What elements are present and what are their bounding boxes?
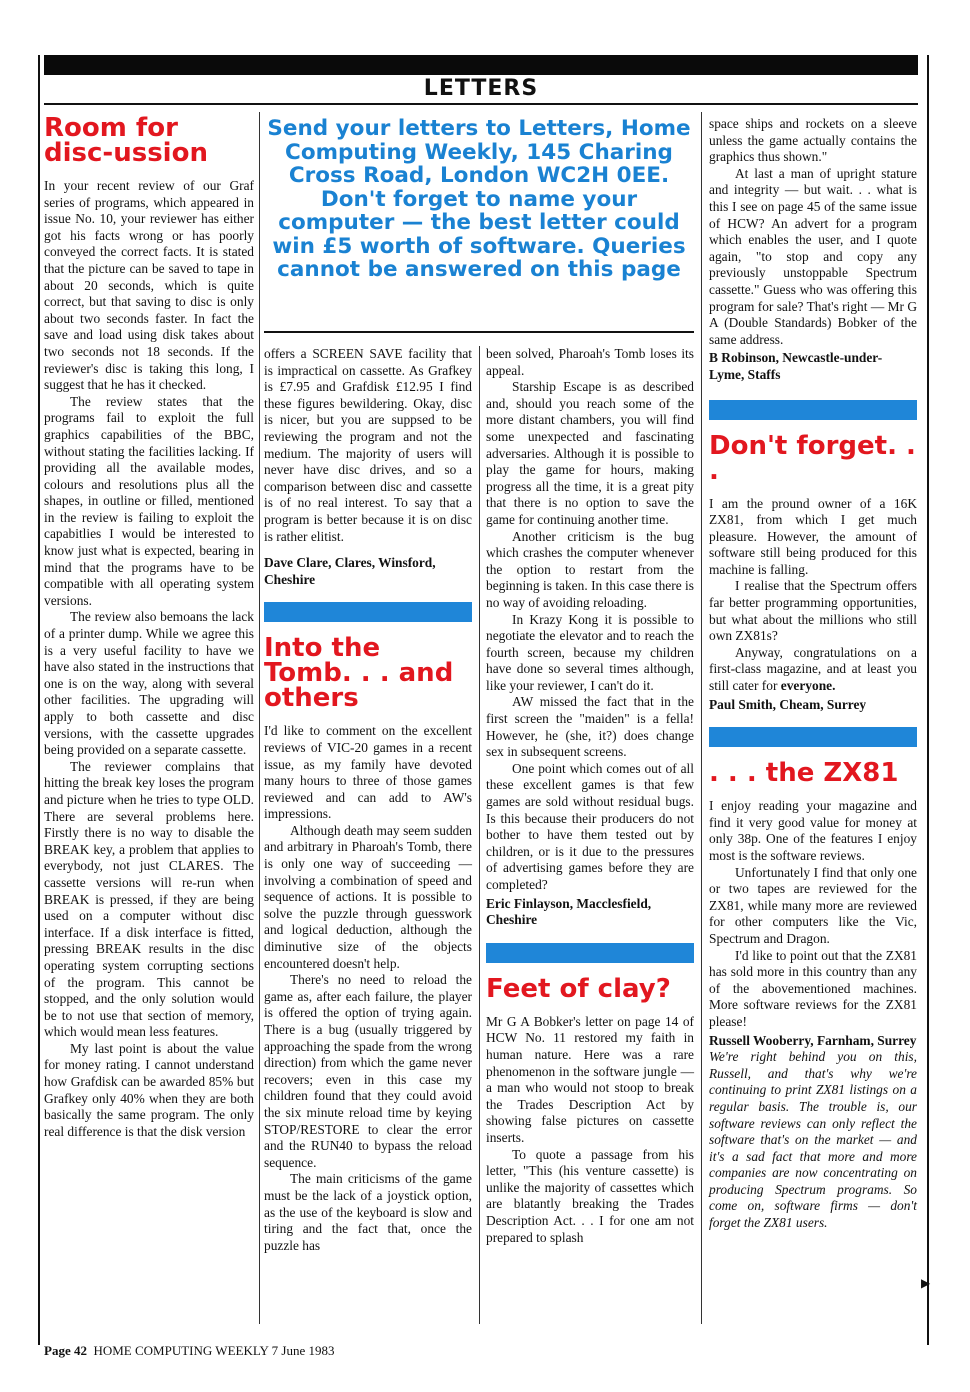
emphasis-text: everyone.	[780, 678, 836, 694]
letter-headline: Don't forget. . .	[709, 430, 916, 486]
divider-bar	[264, 602, 472, 622]
letter-paragraph: I'd like to point out that the ZX81 has sold more in this country than any of the abovementioned machines. More software reviews for the ZX81 please!	[709, 947, 917, 1029]
footer-text: HOME COMPUTING WEEKLY 7 June 1983	[93, 1343, 335, 1358]
column-2	[264, 346, 472, 1254]
divider-bar	[709, 727, 917, 747]
letter-paragraph: The review also bemoans the lack of a printer dump. While we agree this is a very useful facility to have we have also stated in the instructions that one is on the way, along with several other facilities. The upgrading will apply to both cassette and disc versions, with the cassette upgrades being provided on a separate cassette.	[44, 609, 254, 758]
letter-signature: Paul Smith, Cheam, Surrey	[709, 696, 867, 712]
letter-paragraph: AW missed the fact that in the first screen the "maiden" is a fella! However, he (she, it?) does change sex in subsequent screens.	[486, 694, 694, 760]
page-footer	[44, 1343, 334, 1359]
letter-paragraph: Although death may seem sudden and arbitrary in Pharoah's Tomb, there is only one way of succeeding — involving a combination of speed and sequence of actions. It is possible to solve the puzzle through guesswork and logical deduction, although the diminutive size of the objects encountered doesn't help.	[264, 822, 472, 971]
divider-bar	[709, 400, 917, 420]
letter-headline: Into the Tomb. . . and others	[264, 633, 454, 714]
column-rule	[259, 112, 260, 1324]
letter-paragraph: In Krazy Kong it is possible to negotiate the elevator and to reach the fourth screen, because my children have done so several times although, like your reviewer, I can't do it.	[486, 611, 694, 693]
letter-text: Anyway, congratulations on a first-class magazine, and at least you still cater for	[709, 644, 917, 694]
letter-paragraph: There's no need to reload the game as, after each failure, the player is offered the option of trying again. There is a bug (usually triggered by approaching the spade from the wrong direction) from which the game never recovers; even in this case my children found that they could avoid the six minute reload time by keying STOP/RESTORE to clear the error and the RUN40 to bypass the reload sequence.	[264, 972, 472, 1170]
letter-signature: Russell Wooberry, Farnham, Surrey	[709, 1032, 917, 1048]
right-page-rule	[927, 55, 929, 1345]
column-3	[486, 346, 694, 1246]
letter-paragraph: My last point is about the value for money rating. I cannot understand how Grafdisk can be awarded 85% but Grafkey only 40% when they are both basically the same program. The only real difference is that the disk version	[44, 1040, 254, 1139]
letter-paragraph: space ships and rockets on a sleeve unless the game actually contains the graphics thus shown."	[709, 116, 917, 165]
letter-paragraph: Unfortunately I find that only one or two tapes are reviewed for the ZX81, while many more are reviewed for other computers like the Vic, Spectrum and Dragon.	[709, 864, 917, 946]
letter-headline: Room for disc-ussion	[44, 113, 208, 168]
divider-bar	[486, 943, 694, 963]
letter-paragraph: The reviewer complains that hitting the break key loses the program and picture when he tries to type OLD. There are several problems here. Firstly there is no way to disable the BREAK key, a problem that applies to everybody, not just CLARES. The cassette versions will re-run when BREAK is pressed, if they are being used on a computer without disc interface. If a disk interface is fitted, pressing BREAK results in the disc operating system corrupting sections of the program. This cannot be stopped, and the only solution would be to not use that section of memory, which would mean less features.	[44, 758, 254, 1040]
column-1	[44, 112, 254, 1140]
letter-paragraph: I am the pround owner of a 16K ZX81, from which I get much pleasure. However, the amount of software still being produced for this machine is falling.	[709, 495, 917, 577]
letter-paragraph: offers a SCREEN SAVE facility that is impractical on cassette. As Grafkey is £7.95 and Grafdisk £12.95 I find these figures bewildering. Okay, disc is nicer, but you are suppsed to be reviewing the program and not the medium. The majority of users will never have disc drives, and so a comparison between disc and cassette is of no real interest. To say that a program is better because it is on disc is rather elitist.	[264, 346, 472, 544]
letter-paragraph: I'd like to comment on the excellent reviews of VIC-20 games in a recent issue, as my family have devoted many hours to three of those games reviewed and can add to AW's impressions.	[264, 723, 472, 822]
section-title: LETTERS	[423, 76, 539, 101]
column-rule	[479, 346, 480, 1324]
letter-paragraph: One point which comes out of all these excellent games is that few games are sold without residual bugs. Is this because their producers do not bother to have them tested out by children, or is it due to the pressures of advertising games before they are completed?	[486, 760, 694, 892]
letter-paragraph: Mr G A Bobker's letter on page 14 of HCW No. 11 restored my faith in human nature. Here was a rare phenomenon in the software jungle — a man who would not stoop to break the Trades Description Act by showing false pictures on cassette inserts.	[486, 1013, 694, 1145]
column-4	[709, 116, 917, 1232]
letter-signature: B Robinson, Newcastle-under-Lyme, Staffs	[709, 350, 883, 382]
letter-paragraph	[709, 645, 917, 695]
letter-signature: Dave Clare, Clares, Winsford, Cheshire	[264, 555, 436, 587]
editor-reply: We're right behind you on this, Russell, and that's why we're continuing to print ZX81 listings on a regular basis. The trouble is, our software reviews can only reflect the software that's on the market — and it's a sad fact that more and more companies are now concentrating on producing Spectrum programs. So come on, software firms — don't forget the ZX81 users.	[709, 1049, 917, 1231]
page-number: Page 42	[44, 1343, 87, 1358]
letter-paragraph: been solved, Pharoah's Tomb loses its appeal.	[486, 346, 694, 378]
top-black-bar	[44, 55, 918, 75]
title-rule	[44, 103, 918, 105]
letter-signature: Eric Finlayson, Macclesfield, Cheshire	[486, 895, 652, 928]
callout-rule	[264, 331, 694, 333]
letter-paragraph: In your recent review of our Graf series of programs, which appeared in issue No. 10, your reviewer has either got his facts wrong or has poorly conveyed the correct facts. It is stated that the picture can be saved to tape in about 20 seconds, which is quite correct, but that saving to disc is only about two seconds faster. In fact the save and load using disk takes about two seconds not 18 seconds. If the reviewer's disc is taking this long, I suggest that he has it checked.	[44, 178, 254, 393]
letter-paragraph: Starship Escape is as described and, should you reach some of the more distant chambers, you will find some unexpected and fascinating adversaries. Although it is possible to play the game for hours, making progress all the time, it is a great pity that there is no option to save the game for continuing another time.	[486, 379, 694, 527]
letter-headline: Feet of clay?	[486, 973, 671, 1004]
letter-paragraph: I enjoy reading your magazine and find it very good value for money at only 38p. One of the features I enjoy most is the software reviews.	[709, 798, 917, 863]
letter-paragraph: The main criticisms of the game must be the lack of a joystick option, as the use of the keyboard is slow and tiring and the fact that, once the puzzle has	[264, 1171, 472, 1253]
column-rule	[701, 112, 702, 1324]
letter-paragraph: To quote a passage from his letter, "This (his venture cassette) is unlike the majority of cassettes which are blatantly breaking the Trades Description Act. . . I for one am not prepared to splash	[486, 1146, 694, 1245]
letter-paragraph: I realise that the Spectrum offers far better programming opportunities, but what about the millions who still own ZX81s?	[709, 578, 917, 644]
letter-headline: . . . the ZX81	[709, 758, 899, 789]
letter-paragraph: At last a man of upright stature and integrity — but wait. . . what is this I see on page 45 of the same issue of HCW? An advert for a program which enables the user, and I quote again, "to stop and copy any previously unstoppable Spectrum cassette." Guess who was offering this program for sale? That's right — Mr G A (Double Standards) Bobker of the same address.	[709, 165, 917, 347]
continue-arrow-icon: ▶	[921, 1276, 931, 1290]
submission-callout: Send your letters to Letters, Home Computing Weekly, 145 Charing Cross Road, London WC2H 0EE. Don't forget to name your computer — the best letter could win £5 worth of software. Queries cannot be answered on this page	[267, 116, 691, 282]
letter-paragraph: Another criticism is the bug which crashes the computer whenever the option to restart from the beginning is taken. In this case there is no way of avoiding reloading.	[486, 528, 694, 610]
left-page-rule	[38, 55, 40, 1345]
letter-paragraph: The review states that the programs fail to exploit the full graphics capabilities of the BBC, without stating the facilities lacking. If providing all the available modes, colours and resolutions plus all the shapes, in outline or filled, mentioned in the review is failing to exploit the capabitlies I would be interested to know just what is expected, bearing in mind that the programs have to be compatible with all operating system versions.	[44, 393, 254, 608]
